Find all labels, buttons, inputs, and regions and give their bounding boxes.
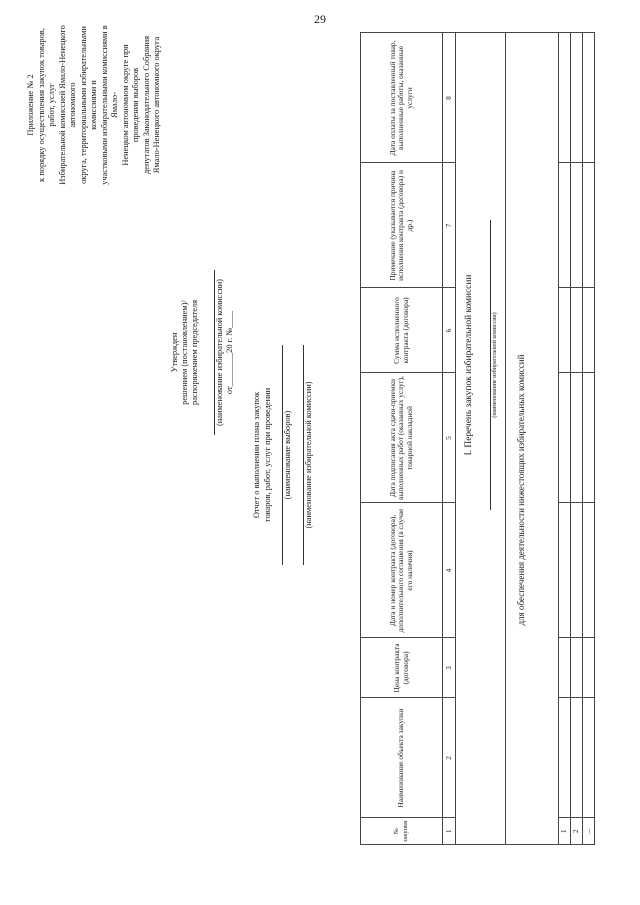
table-header-cell: Примечание (указывается причина исполнения контракта (договора) и др.) — [361, 163, 443, 288]
approval-hint: (наименование избирательной комиссии) — [214, 270, 225, 435]
table-header-cell: Сумма исполненного контракта (договора) — [361, 288, 443, 373]
appendix-line: Ямало-Ненецкого автономного округа — [152, 36, 161, 174]
appendix-title: Приложение № 2 — [26, 74, 35, 136]
table-cell — [559, 288, 571, 373]
table-cell — [571, 163, 583, 288]
table-cell — [559, 698, 571, 818]
table-row — [583, 33, 595, 845]
report-line: Отчет о выполнении плана закупок — [252, 391, 261, 519]
table-cell — [571, 33, 583, 163]
table-row-number: 2 — [571, 818, 583, 845]
page-number: 29 — [314, 12, 326, 26]
approval-title: Утвержден — [170, 332, 179, 373]
section1-title: I. Перечень закупок избирательной комиссии — [464, 274, 474, 456]
appendix-line: Избирательной комиссией Ямало-Ненецкого автономного — [57, 25, 77, 185]
table-header-cell: Дата и номер контракта (договора), дополнительного соглашения (в случае его наличия) — [361, 503, 443, 638]
table-cell — [559, 503, 571, 638]
approval-date-line: от________20 г. №____ — [224, 310, 234, 395]
table-cell — [559, 33, 571, 163]
table-cell — [571, 288, 583, 373]
table-cell — [583, 698, 595, 818]
approval-block — [170, 270, 235, 435]
approval-line: решением (постановлением)/ — [180, 300, 190, 405]
table-cell — [559, 163, 571, 288]
table-cell — [583, 373, 595, 503]
table-number-cell: 1 — [443, 818, 456, 845]
rotated-page-content — [20, 20, 620, 850]
table-row — [559, 33, 571, 845]
table-number-cell: 7 — [443, 163, 456, 288]
table-cell — [571, 698, 583, 818]
section2-heading: для обеспечения деятельности нижестоящих избирательных комиссий — [516, 354, 526, 626]
table-row-number: ... — [583, 818, 595, 845]
table-section2-cell — [506, 33, 559, 845]
table-cell — [571, 638, 583, 698]
report-title-block — [252, 305, 314, 605]
table-section2-row — [506, 33, 559, 845]
appendix-line: Ненецком автономном округе при проведении выборов — [120, 44, 140, 166]
table-number-cell: 6 — [443, 288, 456, 373]
appendix-line: округа, территориальными избирательными комиссиями и — [78, 26, 98, 184]
table-number-cell: 5 — [443, 373, 456, 503]
table-cell — [559, 638, 571, 698]
appendix-line: депутатов Законодательного Собрания — [141, 36, 151, 174]
table-header-cell: Наименование объекта закупки — [361, 698, 443, 818]
report-hint-elections: (наименование выборов) — [282, 345, 294, 565]
approval-line: распоряжением председателя — [190, 300, 200, 405]
table-cell — [583, 288, 595, 373]
table-header-cell: Дата оплаты за поставленный товар, выполненные работы, оказанные услуги — [361, 33, 443, 163]
report-line: товаров, работ, услуг при проведении — [262, 387, 272, 523]
table-number-cell: 3 — [443, 638, 456, 698]
table-header-row — [361, 33, 443, 845]
table-cell — [583, 163, 595, 288]
table-number-cell: 2 — [443, 698, 456, 818]
table-cell — [583, 33, 595, 163]
table-cell — [583, 638, 595, 698]
table-cell — [559, 373, 571, 503]
table-header-cell: Дата подписания акта сдачи-приемки выполненных работ (оказанных услуг), товарной накладной — [361, 373, 443, 503]
section1-heading — [464, 220, 498, 510]
appendix-line: участковыми избирательными комиссиями в Ямало- — [99, 25, 119, 185]
table-cell — [571, 503, 583, 638]
table-header-cell: Цена контракта (договора) — [361, 638, 443, 698]
table-header-cell: № закупки — [361, 818, 443, 845]
appendix-header — [26, 25, 163, 185]
table-row — [571, 33, 583, 845]
table-cell — [571, 373, 583, 503]
table-cell — [583, 503, 595, 638]
section1-hint: (наименование избирательной комиссии) — [490, 220, 498, 510]
table-number-cell: 4 — [443, 503, 456, 638]
table-number-row — [443, 33, 456, 845]
table-row-number: 1 — [559, 818, 571, 845]
appendix-line: к порядку осуществления закупок товаров, работ, услуг — [36, 28, 56, 182]
table-number-cell: 8 — [443, 33, 456, 163]
report-hint-commission: (наименование избирательной комиссии) — [303, 345, 315, 565]
